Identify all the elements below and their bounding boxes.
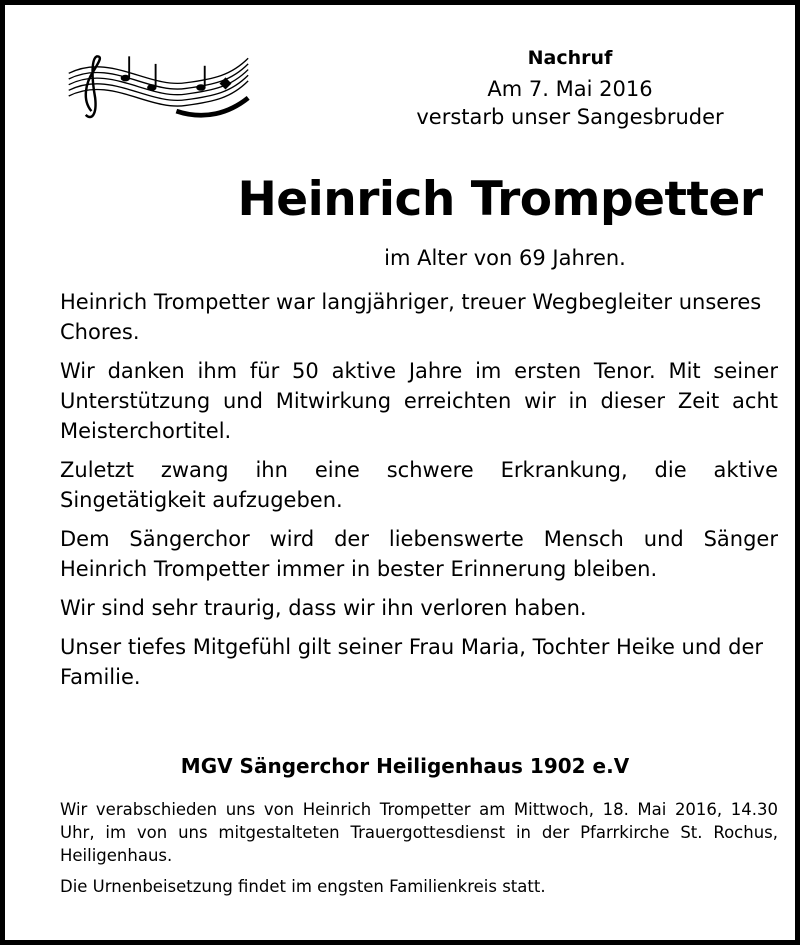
- body-paragraph: Heinrich Trompetter war langjähriger, treuer Wegbegleiter unseres Chores.: [60, 290, 762, 344]
- urn-burial-note: Die Urnenbeisetzung findet im engsten Familienkreis statt.: [60, 877, 546, 896]
- funeral-service-note: Wir verabschieden uns von Heinrich Trompetter am Mittwoch, 18. Mai 2016, 14.30 Uhr, im von uns mitgestalteten Trauergottesdienst in der Pfarrkirche St. Rochus, Heiligenhaus.: [60, 800, 778, 865]
- death-date-line: Am 7. Mai 2016: [487, 77, 653, 101]
- body-paragraph: Zuletzt zwang ihn eine schwere Erkrankung, die aktive Singetätigkeit aufzugeben.: [60, 458, 778, 512]
- funeral-notes: [60, 798, 778, 906]
- deceased-name: Heinrich Trompetter: [237, 172, 763, 227]
- body-paragraph: Wir sind sehr traurig, dass wir ihn verloren haben.: [60, 596, 587, 620]
- obituary-body: [60, 287, 778, 701]
- age-line: im Alter von 69 Jahren.: [384, 246, 626, 270]
- choir-signature: MGV Sängerchor Heiligenhaus 1902 e.V: [180, 754, 630, 778]
- music-staff-notes-icon: [60, 45, 255, 130]
- body-paragraph: Wir danken ihm für 50 aktive Jahre im ersten Tenor. Mit seiner Unterstützung und Mitwirkung erreichten wir in dieser Zeit acht Meisterchortitel.: [60, 359, 778, 443]
- notice-title: Nachruf: [527, 47, 613, 69]
- body-paragraph: Dem Sängerchor wird der liebenswerte Mensch und Sänger Heinrich Trompetter immer in bester Erinnerung bleiben.: [60, 527, 778, 581]
- body-paragraph: Unser tiefes Mitgefühl gilt seiner Frau Maria, Tochter Heike und der Familie.: [60, 635, 764, 689]
- intro-line: verstarb unser Sangesbruder: [416, 105, 724, 129]
- notice-header: [405, 45, 735, 131]
